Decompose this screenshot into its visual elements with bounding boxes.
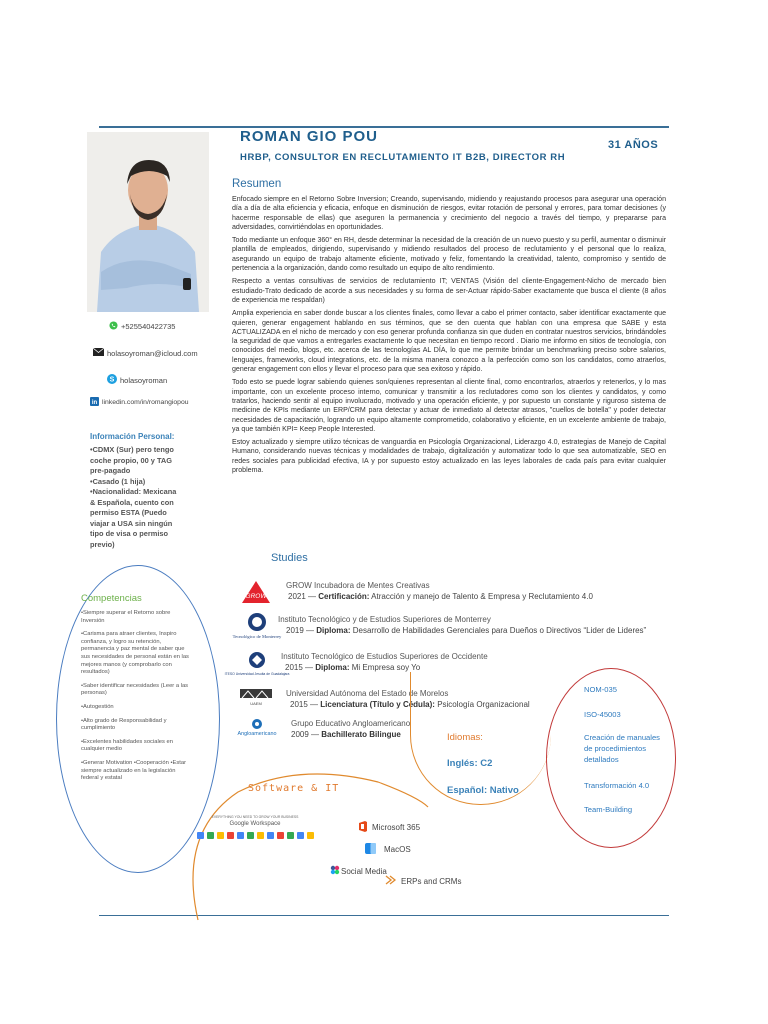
finder-icon bbox=[365, 843, 376, 856]
personal-info-list bbox=[90, 445, 200, 550]
arrow-icon bbox=[385, 875, 397, 887]
studies-title: Studies bbox=[271, 552, 308, 564]
google-apps-icons bbox=[195, 832, 315, 839]
competencias-title: Competencias bbox=[81, 593, 142, 604]
iteso-logo bbox=[224, 650, 290, 685]
personal-info-line: viajar a USA sin ningún bbox=[90, 518, 173, 528]
personal-info-line: tipo de visa o permiso bbox=[90, 529, 169, 538]
app-icon bbox=[197, 832, 204, 839]
cert-item: Team-Building bbox=[584, 805, 633, 814]
svg-text:GROW: GROW bbox=[245, 593, 267, 600]
summary-paragraph: Respecto a ventas consultivas de servicios de reclutamiento IT; VENTAS (Visión del cliente-Engagement-Nicho de mercado bien estudiado-Trato dedicado de acorde a sus necesidades y su forma de ser-Actuar rápido-Saber exactamente que busca el cliente (8 años de experiencia me respaldan) bbox=[232, 278, 666, 304]
app-icon bbox=[247, 832, 254, 839]
app-icon bbox=[227, 832, 234, 839]
competencia-item: •Siempre superar el Retorno sobre Inversión bbox=[81, 610, 171, 624]
svg-text:S: S bbox=[109, 376, 115, 384]
personal-info-title: Información Personal: bbox=[90, 432, 175, 441]
competencia-item: •Autogestión bbox=[81, 703, 114, 710]
linkedin-icon bbox=[90, 397, 99, 408]
top-rule bbox=[99, 126, 669, 128]
app-icon bbox=[207, 832, 214, 839]
linkedin-url: linkedin.com/in/romangiopou bbox=[102, 399, 189, 406]
email-contact[interactable] bbox=[93, 348, 198, 358]
study-institution: Universidad Autónoma del Estado de Morelos bbox=[286, 689, 449, 698]
personal-info-line: previo) bbox=[90, 539, 115, 549]
software-item-erp: ERPs and CRMs bbox=[385, 875, 461, 887]
whatsapp-icon bbox=[109, 321, 118, 332]
study-item-iteso bbox=[281, 651, 488, 673]
summary-paragraph: Todo mediante un enfoque 360° en RH, desde determinar la necesidad de la creación de un nuevo puesto y su perfil, aumentar o disminuir plantilla de empleados, dirigiendo, supervisando y midiendo resultados del proceso de reclutamiento y el personal que lo realiza, asegurando un equipo de trabajo altamente eficiente, motivado y feliz, fomentando la creatividad, talento, compromiso y sentido de pertenencia a la organización, dando como resultado un equipo de alto rendimiento. bbox=[232, 237, 666, 273]
study-institution: Instituto Tecnológico y de Estudios Superiores de Monterrey bbox=[278, 615, 491, 624]
cert-item: Creación de manuales de procedimientos detallados bbox=[584, 733, 660, 764]
competencias-list bbox=[81, 610, 193, 789]
personal-info-line: •CDMX (Sur) pero tengo bbox=[90, 445, 174, 454]
app-icon bbox=[267, 832, 274, 839]
competencia-item: •Excelentes habilidades sociales en cualquier medio bbox=[81, 738, 173, 753]
svg-text:Tecnológico de Monterrey: Tecnológico de Monterrey bbox=[232, 634, 282, 639]
software-title: Software & IT bbox=[248, 783, 340, 794]
software-item-microsoft: Microsoft 365 bbox=[358, 821, 420, 834]
skype-handle: holasoyroman bbox=[120, 375, 168, 385]
study-detail-line: 2015 — Diploma: Mi Empresa soy Yo bbox=[285, 663, 421, 672]
office-icon bbox=[358, 821, 368, 834]
angloamericano-logo bbox=[236, 718, 278, 745]
personal-info-line: permiso ESTA (Puedo bbox=[90, 508, 167, 517]
grow-logo bbox=[240, 579, 272, 610]
study-detail-line: 2009 — Bachillerato Bilingue bbox=[291, 730, 401, 739]
software-item-macos: MacOS bbox=[365, 843, 411, 856]
phone-contact[interactable] bbox=[109, 321, 175, 332]
linkedin-contact[interactable] bbox=[90, 397, 189, 408]
app-icon bbox=[217, 832, 224, 839]
study-detail-line: 2015 — Licenciatura (Título y Cédula): Psicología Organizacional bbox=[290, 700, 530, 709]
study-institution: Instituto Tecnológico de Estudios Superiores de Occidente bbox=[281, 652, 488, 661]
study-detail-line: 2021 — Certificación: Atracción y manejo de Talento & Empresa y Reclutamiento 4.0 bbox=[288, 592, 593, 601]
study-institution: GROW Incubadora de Mentes Creativas bbox=[286, 581, 430, 590]
social-media-icon bbox=[330, 865, 340, 877]
email-address: holasoyroman@icloud.com bbox=[107, 348, 198, 358]
study-item-grow bbox=[286, 580, 593, 602]
summary-paragraph: Todo esto se puede lograr sabiendo quienes son/quienes representan al cliente final, como encontrarlos, atraerlos y retenerlos, y lo mas importante, con un excelente proceso interno, comunicar y transmitir a los reclutadores como son los clientes y candidatos, y como tratarlos, haciendo sentir al equipo involucrado, motivado y una operación eficiente, y por supuesto un constante y riguroso sistema de medicine de KPIs mediante un ERP/CRM para detectar y actuar de inmediato al detectar atrasos, "cuellos de botella" y poder detectar necesidades de capacitación, logrando un equipo altamente comprometido, colaborativo y eficiente, en un excelente ambiente de trabajo, ya que también KPI= Keep People Interested. bbox=[232, 379, 666, 433]
svg-text:in: in bbox=[91, 400, 98, 406]
competencia-item: •Saber identificar necesidades (Leer a las personas) bbox=[81, 682, 189, 697]
app-icon bbox=[237, 832, 244, 839]
app-icon bbox=[257, 832, 264, 839]
job-title: HRBP, CONSULTOR EN RECLUTAMIENTO IT B2B, DIRECTOR RH bbox=[240, 152, 566, 163]
summary-paragraph: Amplia experiencia en saber donde buscar a los clientes finales, como llevar a cabo el primer contacto, saber identificar exactamente que quieren, generar engagement hablando en sus términos, que se den cuenta que hablan con una empresa que SABE y esta ACTUALIZADA en el nicho de mercado y con eso generar profunda confianza sin que duden en contratar nuestros servicios, brindándoles la seguridad de que vamos a entregarles exactamente lo que necesitan en tiempo record . Diario me informo en sitios de tecnología, con conocidos del medio, blogs, etc. acerca de las tecnologías AL DÍA, lo que me permite brindar un benchmarking preciso sobre salarios, lenguajes, frameworks, cloud integrations, etc. de la misma manera conozco a la perfección como son los candidatos, como atraerlos, generar engagement con ellos y llevar el proceso para que sea exitoso y rápido. bbox=[232, 310, 666, 374]
study-institution: Grupo Educativo Angloamericano bbox=[291, 719, 411, 728]
app-icon bbox=[277, 832, 284, 839]
language-english: Inglés: C2 bbox=[447, 758, 493, 769]
cert-item: ISO-45003 bbox=[584, 710, 621, 719]
google-workspace-label: Google Workspace bbox=[229, 821, 281, 827]
age-label: 31 AÑOS bbox=[608, 139, 659, 151]
svg-text:UAEM: UAEM bbox=[250, 701, 262, 706]
competencia-item: •Generar Motivation •Cooperación •Estar siempre actualizado en la legislación federal y estatal bbox=[81, 759, 187, 782]
cert-item: NOM-035 bbox=[584, 685, 617, 694]
app-icon bbox=[297, 832, 304, 839]
summary-body bbox=[232, 195, 666, 479]
language-spanish: Español: Nativo bbox=[447, 785, 519, 796]
study-item-tec bbox=[278, 614, 646, 636]
app-icon bbox=[287, 832, 294, 839]
personal-info-line: pre-pagado bbox=[90, 466, 131, 475]
envelope-icon bbox=[93, 348, 104, 358]
svg-text:Angloamericano: Angloamericano bbox=[237, 731, 277, 737]
languages-title: Idiomas: bbox=[447, 732, 483, 743]
phone-number: +525540422735 bbox=[121, 322, 176, 331]
personal-info-line: •Nacionalidad: Mexicana bbox=[90, 487, 177, 496]
svg-text:ITESO Universidad Jesuita de G: ITESO Universidad Jesuita de Guadalajara bbox=[224, 672, 290, 676]
study-item-angloamericano bbox=[291, 718, 410, 740]
study-detail-line: 2019 — Diploma: Desarrollo de Habilidades Gerenciales para Dueños o Directivos “Lider de Lideres” bbox=[286, 626, 647, 635]
summary-paragraph: Enfocado siempre en el Retorno Sobre Inversion; Creando, supervisando, midiendo y reajustando procesos para asegurar una operación día a día de alta eficiencia y eficacia, enfoque en disminución de riesgos, evitar rotación de personal y errores, para tomar decisiones (y hacerme responsable de ellas) que aseguren la permanencia y crecimiento del negocio a través del tiempo, y prepararse para adversidades, convirtiéndolas en oportunidades. bbox=[232, 196, 666, 231]
person-illustration bbox=[87, 132, 209, 312]
candidate-name: ROMAN GIO POU bbox=[240, 128, 379, 145]
summary-title: Resumen bbox=[232, 178, 282, 190]
skype-icon bbox=[107, 374, 117, 386]
uaem-logo bbox=[238, 687, 274, 714]
competencia-item: •Carisma para atraer clientes, Inspiro confianza, y logro su retención, permanencia y paz mental de saber que sus necesidades de personal están en las mejores manos (y comprobarlo con resultados) bbox=[81, 631, 189, 676]
app-icon bbox=[307, 832, 314, 839]
personal-info-line: •Casado (1 hija) bbox=[90, 476, 146, 486]
google-workspace-badge bbox=[195, 815, 315, 839]
competencia-item: •Alto grado de Responsabilidad y cumplimiento bbox=[81, 717, 167, 732]
profile-photo bbox=[87, 132, 209, 312]
personal-info-line: coche propio, 00 y TAG bbox=[90, 455, 172, 465]
tec-monterrey-logo bbox=[232, 611, 282, 650]
skype-contact[interactable] bbox=[107, 374, 167, 386]
software-item-social: Social Media bbox=[330, 865, 387, 877]
google-workspace-caption: EVERYTHING YOU NEED TO GROW YOUR BUSINESS bbox=[211, 815, 299, 819]
personal-info-line: & Española, cuento con bbox=[90, 497, 174, 507]
cert-item: Transformación 4.0 bbox=[584, 781, 650, 790]
summary-paragraph: Estoy actualizado y siempre utilizo técnicas de vanguardia en Psicología Organizacional, Liderazgo 4.0, estrategias de Manejo de Capital Humano, considerando nuevas técnicas y modalidades de trabajo, digitalización y automatizar todo lo que sea automatizable, SEO en redes sociales para publicidad efectiva, IA y por supuesto estoy actualizado en las leyes laborales de cada país para evitar cualquier problema. bbox=[232, 439, 666, 475]
